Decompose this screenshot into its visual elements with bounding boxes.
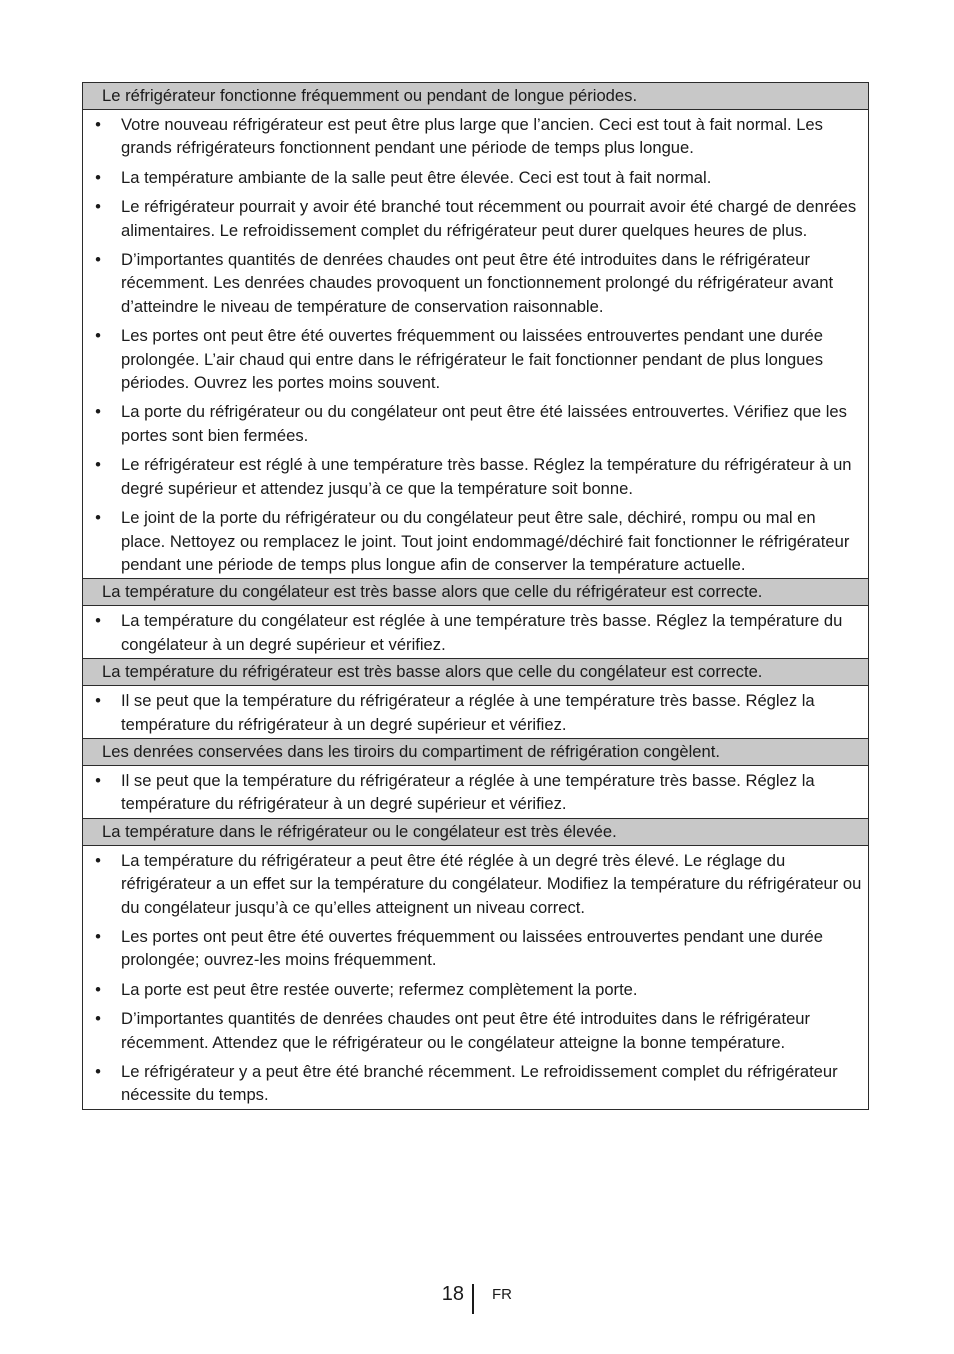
item-text: Il se peut que la température du réfrigérateur a réglée à une température très basse. Réglez la température du réfrigérateur à un degré supérieur et vérifiez. (121, 691, 815, 734)
item-text: La porte du réfrigérateur ou du congélateur ont peut être été laissées entrouvertes. Vérifiez que les portes sont bien fermées. (121, 402, 847, 445)
list-item (83, 1007, 868, 1054)
item-text: Le joint de la porte du réfrigérateur ou du congélateur peut être sale, déchiré, rompu ou mal en place. Nettoyez ou remplacez le joint. Tout joint endommagé/déchiré fait fonctionner le réfrigérateur pendant une période de temps plus longue afin de conserver la température actuelle. (121, 508, 850, 574)
list-item (83, 248, 868, 318)
item-text: Le réfrigérateur y a peut être été branché récemment. Le refroidissement complet du réfrigérateur nécessite du temps. (121, 1062, 838, 1105)
troubleshooting-table (82, 82, 869, 1110)
list-item (83, 849, 868, 919)
section-heading: La température du réfrigérateur est très basse alors que celle du congélateur est correcte. (83, 659, 868, 686)
bullet: • (95, 115, 101, 134)
item-text: La température du congélateur est réglée à une température très basse. Réglez la température du congélateur à un degré supérieur et vérifiez. (121, 611, 843, 654)
bullet: • (95, 611, 101, 631)
list-item (83, 113, 868, 160)
section-heading: Les denrées conservées dans les tiroirs du compartiment de réfrigération congèlent. (83, 739, 868, 766)
bullet: • (95, 250, 101, 270)
item-text: Les portes ont peut être été ouvertes fréquemment ou laissées entrouvertes pendant une durée prolongée; ouvrez-les moins fréquemment. (121, 926, 823, 970)
list-item (83, 324, 868, 394)
list-item (83, 978, 868, 1001)
bullet: • (95, 691, 101, 711)
list-item (83, 195, 868, 242)
bullet: • (95, 850, 101, 870)
item-text: La porte est peut être restée ouverte; refermez complètement la porte. (121, 979, 638, 999)
section-body (83, 606, 868, 659)
bullet: • (95, 1009, 101, 1029)
section-body (83, 686, 868, 739)
bullet: • (95, 508, 101, 528)
bullet: • (95, 455, 101, 475)
list-item (83, 609, 868, 656)
section-heading: La température du congélateur est très basse alors que celle du réfrigérateur est correcte. (83, 579, 868, 606)
item-text: Le réfrigérateur pourrait y avoir été branché tout récemment ou pourrait avoir été chargé de denrées alimentaires. Le refroidissement complet du réfrigérateur peut durer quelques heures de plus. (121, 197, 857, 240)
item-text: Le réfrigérateur est réglé à une température très basse. Réglez la température du réfrigérateur à un degré supérieur et attendez jusqu’à ce que la température soit bonne. (121, 455, 852, 498)
item-text: Votre nouveau réfrigérateur est peut être plus large que l’ancien. Ceci est tout à fait normal. Les grands réfrigérateurs fonctionnent pendant une période de temps plus longue. (121, 115, 823, 158)
page-number: 18 (441, 1283, 464, 1305)
bullet: • (95, 770, 101, 790)
list-item (83, 400, 868, 447)
section-body (83, 110, 868, 579)
item-text: Il se peut que la température du réfrigérateur a réglée à une température très basse. Réglez la température du réfrigérateur à un degré supérieur et vérifiez. (121, 770, 815, 814)
bullet: • (95, 197, 101, 217)
bullet: • (95, 979, 101, 999)
section-body (83, 846, 868, 1109)
section-heading: Le réfrigérateur fonctionne fréquemment ou pendant de longue périodes. (83, 83, 868, 110)
item-text: La température ambiante de la salle peut être élevée. Ceci est tout à fait normal. (121, 167, 712, 187)
item-text: D’importantes quantités de denrées chaudes ont peut être été introduites dans le réfrigérateur récemment. Les denrées chaudes provoquent un fonctionnement prolongé du réfrigérateur avant d’atteindre le niveau de température de conservation raisonnable. (121, 250, 834, 316)
list-item (83, 166, 868, 189)
list-item (83, 925, 868, 972)
list-item (83, 689, 868, 736)
section-heading: La température dans le réfrigérateur ou le congélateur est très élevée. (83, 819, 868, 846)
list-item (83, 769, 868, 816)
bullet: • (95, 167, 101, 187)
bullet: • (95, 1062, 101, 1081)
language-code: FR (492, 1286, 512, 1303)
list-item (83, 1060, 868, 1107)
bullet: • (95, 926, 101, 946)
section-body (83, 766, 868, 819)
list-item (83, 453, 868, 500)
page-footer (0, 1280, 954, 1316)
bullet: • (95, 326, 101, 346)
footer-divider (472, 1284, 474, 1314)
list-item (83, 506, 868, 576)
item-text: Les portes ont peut être été ouvertes fréquemment ou laissées entrouvertes pendant une durée prolongée. L’air chaud qui entre dans le réfrigérateur le fait fonctionner pendant de plus longues périodes. Ouvrez les portes moins souvent. (121, 326, 824, 393)
bullet: • (95, 402, 101, 422)
item-text: La température du réfrigérateur a peut être été réglée à un degré très élevé. Le réglage du réfrigérateur a un effet sur la température du congélateur. Modifiez la température du réfrigérateur ou du congélateur jusqu’à ce qu’elles atteignent un niveau correct. (121, 850, 862, 917)
item-text: D’importantes quantités de denrées chaudes ont peut être été introduites dans le réfrigérateur récemment. Attendez que le réfrigérateur ou le congélateur atteigne la bonne température. (121, 1009, 811, 1052)
